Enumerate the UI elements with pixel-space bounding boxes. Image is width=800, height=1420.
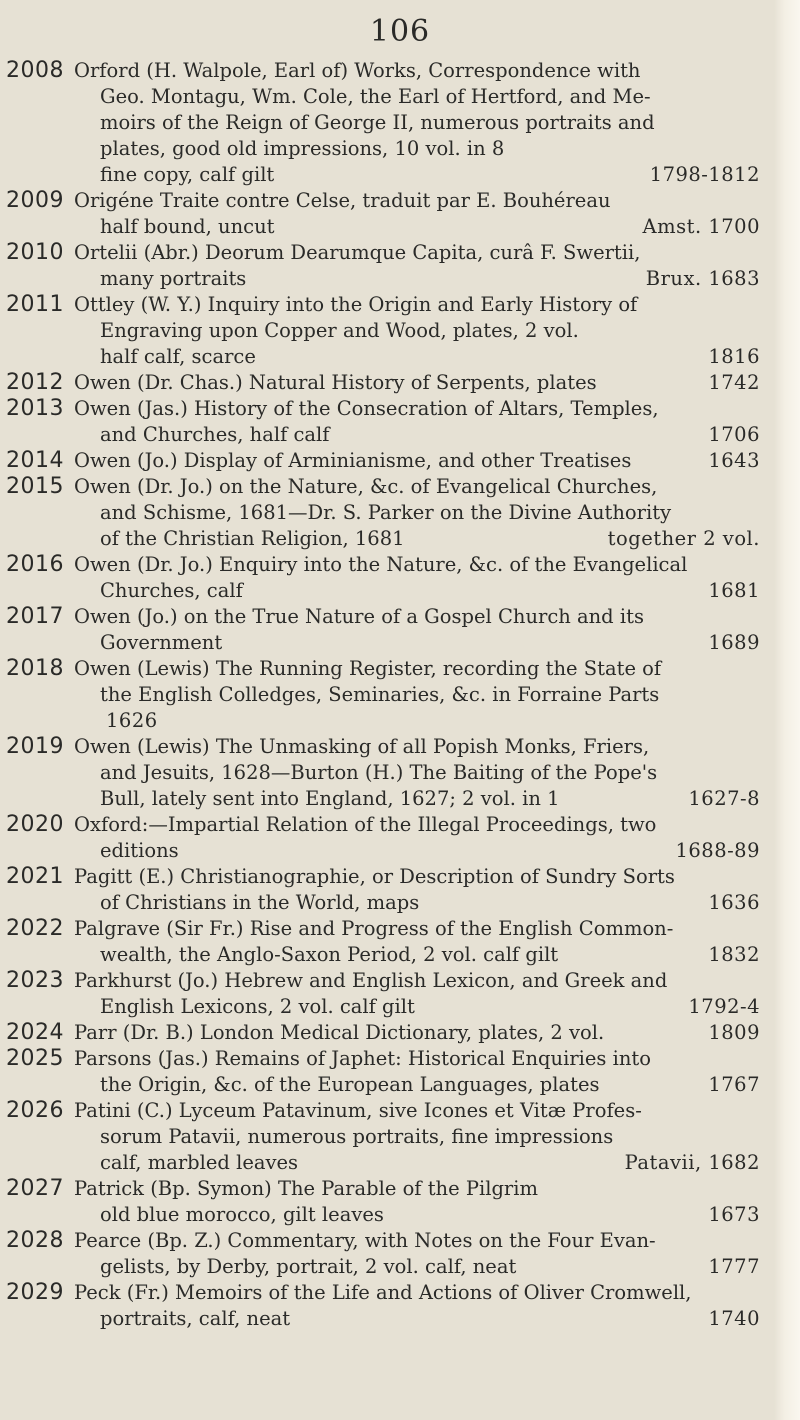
catalogue-entry [0,292,800,370]
entry-date: 1767 [708,1073,760,1096]
entry-line [0,786,760,812]
entry-line [0,110,760,136]
catalogue-entry [0,552,800,604]
catalogue-entry [0,1280,800,1332]
catalogue-entry [0,916,800,968]
lot-number: 2024 [6,1020,64,1045]
entry-line [0,396,760,422]
lot-number: 2010 [6,240,64,265]
entry-text: Owen (Jo.) on the True Nature of a Gospel Church and its [74,605,644,628]
entry-text: Owen (Lewis) The Unmasking of all Popish Monks, Friers, [74,735,650,758]
entry-date: Brux. 1683 [645,267,760,290]
entry-line [0,1280,760,1306]
lot-number: 2016 [6,552,64,577]
entry-text: Patini (C.) Lyceum Patavinum, sive Icones et Vitæ Profes- [74,1099,642,1122]
entry-line [0,240,760,266]
entry-text: Churches, calf [100,579,243,602]
entry-text: wealth, the Anglo-Saxon Period, 2 vol. calf gilt [100,943,559,966]
entry-text: and Jesuits, 1628—Burton (H.) The Baiting of the Pope's [100,761,658,784]
catalogue-entry [0,370,800,396]
lot-number: 2011 [6,292,64,317]
entry-date: 1798-1812 [649,163,760,186]
catalogue-entry [0,474,800,552]
catalogue-entry [0,188,800,240]
entry-date: 1777 [708,1255,760,1278]
lot-number: 2015 [6,474,64,499]
entry-date: 1816 [708,345,760,368]
entry-line [0,1046,760,1072]
entry-text: moirs of the Reign of George II, numerous portraits and [100,111,655,134]
entry-line [0,344,760,370]
entry-date: 1742 [708,371,760,394]
entry-text: Pearce (Bp. Z.) Commentary, with Notes on the Four Evan- [74,1229,656,1252]
entry-text: and Churches, half calf [100,423,330,446]
entry-text: Origéne Traite contre Celse, traduit par E. Bouhéreau [74,189,611,212]
entry-text: calf, marbled leaves [100,1151,299,1174]
entry-text: Owen (Dr. Jo.) on the Nature, &c. of Evangelical Churches, [74,475,658,498]
page-number: 106 [369,14,431,49]
entry-line [0,864,760,890]
catalogue-entry [0,1020,800,1046]
entry-line [0,1254,760,1280]
catalogue-entry [0,58,800,188]
entry-text: the English Colledges, Seminaries, &c. in Forraine Parts [100,683,660,706]
entry-text: Pagitt (E.) Christianographie, or Description of Sundry Sorts [74,865,675,888]
entry-text: Engraving upon Copper and Wood, plates, 2 vol. [100,319,579,342]
catalogue-entry [0,1046,800,1098]
lot-number: 2014 [6,448,64,473]
entry-line [0,812,760,838]
entry-text: Peck (Fr.) Memoirs of the Life and Actions of Oliver Cromwell, [74,1281,692,1304]
entry-line [0,1306,760,1332]
lot-number: 2029 [6,1280,64,1305]
lot-number: 2018 [6,656,64,681]
catalogue-entry [0,1098,800,1176]
entry-line [0,188,760,214]
entry-line [0,526,760,552]
entry-line [0,370,760,396]
entry-line [0,58,760,84]
entry-line [0,84,760,110]
lot-number: 2026 [6,1098,64,1123]
entry-line [0,994,760,1020]
entry-text: Owen (Dr. Jo.) Enquiry into the Nature, &c. of the Evangelical [74,553,688,576]
entry-line [0,448,760,474]
entry-text: gelists, by Derby, portrait, 2 vol. calf, neat [100,1255,517,1278]
entry-line [0,708,800,734]
catalogue-entry [0,240,800,292]
entry-date: 1832 [708,943,760,966]
entry-date: 1688-89 [675,839,760,862]
entry-line [0,1150,760,1176]
entry-text: Geo. Montagu, Wm. Cole, the Earl of Hertford, and Me- [100,85,651,108]
entry-line [0,1202,760,1228]
entry-text: Ortelii (Abr.) Deorum Dearumque Capita, curâ F. Swertii, [74,241,641,264]
catalogue-entry [0,1176,800,1228]
entry-line [0,1072,760,1098]
entry-date: 1636 [708,891,760,914]
catalogue-entry [0,448,800,474]
entry-date: 1626 [106,709,158,732]
entry-line [0,968,760,994]
entry-date: 1706 [708,423,760,446]
entry-line [0,474,760,500]
lot-number: 2020 [6,812,64,837]
entry-date: together 2 vol. [607,527,760,550]
lot-number: 2013 [6,396,64,421]
catalogue-entry [0,864,800,916]
entry-text: and Schisme, 1681—Dr. S. Parker on the Divine Authority [100,501,672,524]
lot-number: 2028 [6,1228,64,1253]
lot-number: 2027 [6,1176,64,1201]
entry-line [0,1228,760,1254]
entry-text: old blue morocco, gilt leaves [100,1203,384,1226]
entry-text: of the Christian Religion, 1681 [100,527,405,550]
lot-number: 2009 [6,188,64,213]
entry-text: Palgrave (Sir Fr.) Rise and Progress of the English Common- [74,917,674,940]
entry-line [0,162,760,188]
entry-line [0,942,760,968]
entry-date: 1681 [708,579,760,602]
entry-line [0,682,760,708]
lot-number: 2008 [6,58,64,83]
entry-date: 1740 [708,1307,760,1330]
entry-line [0,656,760,682]
entry-line [0,916,760,942]
catalogue-entry [0,604,800,656]
catalogue-entry [0,812,800,864]
entry-text: Orford (H. Walpole, Earl of) Works, Correspondence with [74,59,641,82]
entry-date: 1792-4 [688,995,760,1018]
entry-date: 1673 [708,1203,760,1226]
catalogue-entry [0,396,800,448]
entry-text: half calf, scarce [100,345,256,368]
entry-line [0,890,760,916]
entry-date: 1627-8 [688,787,760,810]
entry-text: Parr (Dr. B.) London Medical Dictionary, plates, 2 vol. [74,1021,605,1044]
entry-line [0,136,760,162]
entry-text: editions [100,839,179,862]
entry-text: Parsons (Jas.) Remains of Japhet: Historical Enquiries into [74,1047,652,1070]
catalogue-entry [0,1228,800,1280]
lot-number: 2023 [6,968,64,993]
catalogue-entry [0,968,800,1020]
catalogue-entry [0,734,800,812]
entry-date: 1689 [708,631,760,654]
entry-date: 1643 [708,449,760,472]
entry-text: Owen (Lewis) The Running Register, recording the State of [74,657,662,680]
catalogue-entries [0,58,800,1332]
entry-line [0,578,760,604]
entry-text: Oxford:—Impartial Relation of the Illegal Proceedings, two [74,813,657,836]
entry-line [0,1176,760,1202]
entry-text: Government [100,631,223,654]
entry-date: Amst. 1700 [642,215,760,238]
entry-line [0,760,760,786]
lot-number: 2017 [6,604,64,629]
entry-line [0,422,760,448]
entry-line [0,630,760,656]
entry-line [0,838,760,864]
entry-line [0,266,760,292]
entry-text: Bull, lately sent into England, 1627; 2 vol. in 1 [100,787,560,810]
entry-text: Ottley (W. Y.) Inquiry into the Origin and Early History of [74,293,638,316]
entry-text: the Origin, &c. of the European Languages, plates [100,1073,600,1096]
entry-line [0,214,760,240]
entry-text: Parkhurst (Jo.) Hebrew and English Lexicon, and Greek and [74,969,668,992]
entry-text: Owen (Jas.) History of the Consecration of Altars, Temples, [74,397,659,420]
entry-line [0,500,760,526]
entry-text: English Lexicons, 2 vol. calf gilt [100,995,415,1018]
lot-number: 2021 [6,864,64,889]
lot-number: 2025 [6,1046,64,1071]
entry-text: fine copy, calf gilt [100,163,275,186]
catalogue-entry [0,656,800,734]
entry-text: portraits, calf, neat [100,1307,291,1330]
entry-line [0,292,760,318]
lot-number: 2012 [6,370,64,395]
entry-line [0,1098,760,1124]
entry-text: Patrick (Bp. Symon) The Parable of the Pilgrim [74,1177,538,1200]
entry-date: Patavii, 1682 [624,1151,760,1174]
entry-line [0,318,760,344]
lot-number: 2019 [6,734,64,759]
entry-line [0,1124,760,1150]
entry-text: Owen (Dr. Chas.) Natural History of Serpents, plates [74,371,597,394]
entry-line [0,734,760,760]
entry-date: 1809 [708,1021,760,1044]
entry-text: of Christians in the World, maps [100,891,420,914]
entry-text: half bound, uncut [100,215,275,238]
entry-line [0,552,760,578]
entry-text: sorum Patavii, numerous portraits, fine impressions [100,1125,614,1148]
entry-line [0,604,760,630]
entry-text: Owen (Jo.) Display of Arminianisme, and other Treatises [74,449,632,472]
entry-text: many portraits [100,267,247,290]
lot-number: 2022 [6,916,64,941]
entry-line [0,1020,760,1046]
entry-text: plates, good old impressions, 10 vol. in 8 [100,137,505,160]
